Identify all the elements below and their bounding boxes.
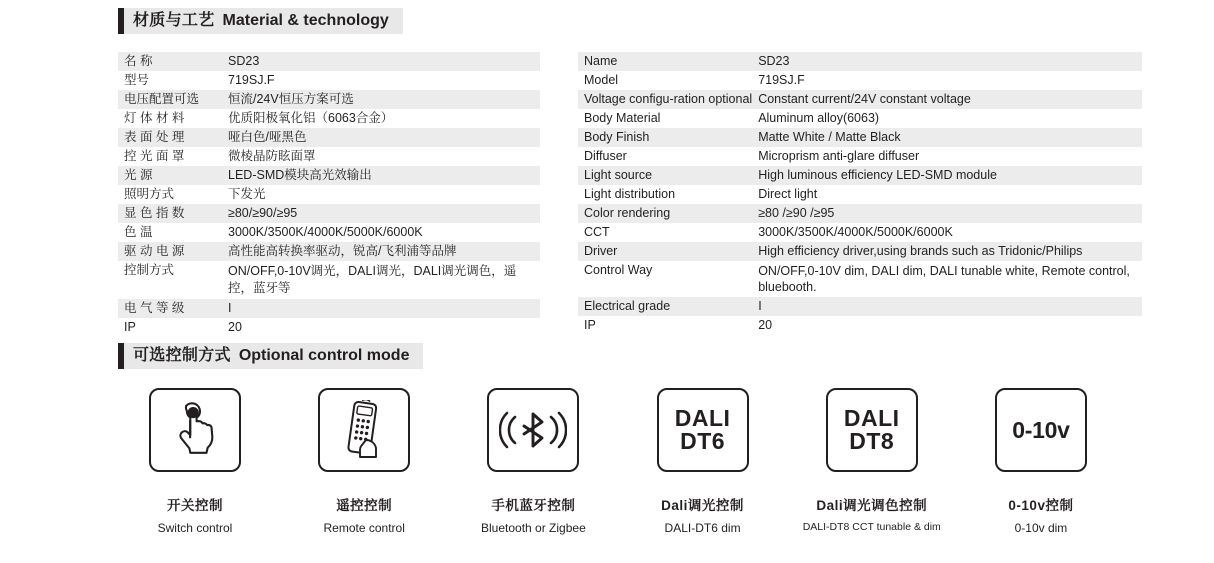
- spec-label: 驱 动 电 源: [118, 242, 222, 261]
- dali-dt6-icon: [674, 404, 731, 454]
- spec-table-chinese: [118, 52, 540, 337]
- spec-table-english: [578, 52, 1142, 335]
- table-row: [118, 242, 540, 261]
- spec-value: I: [752, 297, 1142, 316]
- table-row: [118, 90, 540, 109]
- table-row: [118, 166, 540, 185]
- bluetooth-wireless-icon: [499, 410, 567, 450]
- zero-to-ten-volt-icon: 0-10v: [1012, 416, 1070, 443]
- control-mode-item[interactable]: [626, 388, 780, 535]
- table-row: [118, 52, 540, 71]
- spec-value: 哑白色/哑黑色: [222, 128, 540, 147]
- control-mode-label-cn: 手机蓝牙控制: [491, 498, 576, 513]
- spec-label: IP: [124, 320, 136, 334]
- table-row: [578, 71, 1142, 90]
- spec-label: Light distribution: [584, 187, 676, 201]
- table-row: [118, 204, 540, 223]
- spec-value: Matte White / Matte Black: [752, 128, 1142, 147]
- spec-value: 20: [758, 318, 773, 332]
- control-mode-item[interactable]: [964, 388, 1118, 535]
- dali-text-line2: DT8: [849, 428, 895, 454]
- section-header-control-mode: [118, 343, 423, 369]
- table-row: [578, 223, 1142, 242]
- control-mode-label-cn: 0-10v控制: [1008, 498, 1074, 513]
- spec-value: SD23: [222, 52, 540, 71]
- table-row: [578, 316, 1142, 335]
- control-mode-item[interactable]: [456, 388, 610, 535]
- control-mode-label-en: 0-10v dim: [1014, 521, 1068, 535]
- spec-label: 控 光 面 罩: [124, 149, 185, 163]
- spec-value: 下发光: [228, 187, 266, 201]
- spec-label: Electrical grade: [578, 297, 752, 316]
- table-row: [118, 128, 540, 147]
- dali-text-line1: DALI: [674, 404, 731, 431]
- table-row: [118, 223, 540, 242]
- spec-value: 高性能高转换率驱动，锐高/飞利浦等品牌: [222, 242, 540, 261]
- spec-value: Direct light: [758, 187, 818, 201]
- control-mode-label-cn: 遥控控制: [336, 498, 393, 513]
- table-row: [578, 242, 1142, 261]
- spec-label: 色 温: [124, 225, 153, 239]
- dali-text-line2: DT6: [680, 428, 726, 454]
- spec-value: 3000K/3500K/4000K/5000K/6000K: [758, 225, 953, 239]
- hand-press-icon: [172, 402, 218, 458]
- spec-label: Voltage configu-ration optional: [578, 90, 752, 109]
- control-mode-label-en: Bluetooth or Zigbee: [481, 521, 586, 535]
- table-row: [118, 71, 540, 90]
- spec-label: 照明方式: [124, 187, 175, 201]
- dali-text-line1: DALI: [843, 404, 900, 431]
- spec-value: 3000K/3500K/4000K/5000K/6000K: [228, 225, 423, 239]
- header-accent-bar: [118, 8, 124, 34]
- spec-value: Aluminum alloy(6063): [758, 111, 880, 125]
- spec-label: Model: [584, 73, 619, 87]
- spec-label: IP: [584, 318, 596, 332]
- spec-value: 微棱晶防眩面罩: [228, 149, 316, 163]
- spec-label: 光 源: [118, 166, 222, 185]
- spec-label: 型号: [124, 73, 150, 87]
- section-title-cn: 可选控制方式: [133, 347, 231, 364]
- table-row: [578, 297, 1142, 316]
- spec-value: ON/OFF,0-10V调光，DALI调光，DALI调光调色，遥控，蓝牙等: [228, 264, 517, 295]
- spec-label: CCT: [584, 225, 610, 239]
- spec-label: 电压配置可选: [118, 90, 222, 109]
- icon-box: [995, 388, 1087, 472]
- spec-value: SD23: [752, 52, 1142, 71]
- control-mode-item[interactable]: [287, 388, 441, 535]
- icon-box: [318, 388, 410, 472]
- spec-value: 719SJ.F: [758, 73, 805, 87]
- spec-value: 719SJ.F: [228, 73, 275, 87]
- table-row: [578, 261, 1142, 297]
- table-row: [578, 185, 1142, 204]
- table-row: [578, 147, 1142, 166]
- spec-value: 20: [228, 320, 242, 334]
- control-mode-label-en: Remote control: [323, 521, 405, 535]
- spec-label: Control Way: [584, 263, 653, 277]
- spec-label: 控制方式: [124, 263, 175, 277]
- table-row: [118, 109, 540, 128]
- control-mode-label-en: Switch control: [157, 521, 233, 535]
- table-row: [578, 166, 1142, 185]
- control-mode-item[interactable]: [118, 388, 272, 535]
- spec-value: ≥80 /≥90 /≥95: [752, 204, 1142, 223]
- spec-value: Microprism anti-glare diffuser: [758, 149, 920, 163]
- spec-value: ON/OFF,0-10V dim, DALI dim, DALI tunable white, Remote control, bluebooth.: [758, 264, 1130, 294]
- spec-label: Color rendering: [578, 204, 752, 223]
- table-row: [118, 299, 540, 318]
- spec-label: Diffuser: [584, 149, 627, 163]
- table-row: [578, 90, 1142, 109]
- table-row: [578, 52, 1142, 71]
- spec-label: 显 色 指 数: [118, 204, 222, 223]
- table-row: [118, 185, 540, 204]
- table-row: [118, 261, 540, 299]
- section-title-en: Optional control mode: [238, 347, 410, 364]
- remote-controller-icon: [339, 400, 389, 460]
- table-row: [578, 109, 1142, 128]
- spec-value: LED-SMD模块高光效输出: [222, 166, 540, 185]
- control-mode-list: [118, 388, 1118, 535]
- icon-box: [149, 388, 241, 472]
- section-title-en: Material & technology: [222, 12, 389, 29]
- table-row: [118, 318, 540, 337]
- spec-value: High luminous efficiency LED-SMD module: [752, 166, 1142, 185]
- spec-label: 电 气 等 级: [118, 299, 222, 318]
- icon-box: [657, 388, 749, 472]
- spec-value: I: [222, 299, 540, 318]
- spec-label: 表 面 处 理: [118, 128, 222, 147]
- section-header-material: [118, 8, 403, 34]
- spec-label: Body Material: [584, 111, 661, 125]
- spec-value: 恒流/24V恒压方案可选: [222, 90, 540, 109]
- table-row: [578, 128, 1142, 147]
- icon-box: [826, 388, 918, 472]
- dali-dt8-icon: [843, 404, 900, 454]
- table-row: [578, 204, 1142, 223]
- control-mode-label-cn: Dali调光控制: [661, 498, 744, 513]
- section-title-cn: 材质与工艺: [133, 12, 215, 29]
- icon-box: [487, 388, 579, 472]
- spec-value: High efficiency driver,using brands such as Tridonic/Philips: [752, 242, 1142, 261]
- spec-label: Name: [578, 52, 752, 71]
- control-mode-label-cn: 开关控制: [167, 498, 223, 513]
- spec-label: 名 称: [118, 52, 222, 71]
- control-mode-label-en: DALI-DT6 dim: [664, 521, 741, 535]
- header-accent-bar: [118, 343, 124, 369]
- control-mode-label-en: DALI-DT8 CCT tunable & dim: [802, 521, 941, 533]
- spec-label: Light source: [578, 166, 752, 185]
- table-row: [118, 147, 540, 166]
- spec-value: Constant current/24V constant voltage: [752, 90, 1142, 109]
- control-mode-label-cn: Dali调光调色控制: [816, 498, 928, 513]
- spec-value: 优质阳极氧化铝（6063合金）: [228, 111, 394, 125]
- spec-value: ≥80/≥90/≥95: [222, 204, 540, 223]
- spec-label: Body Finish: [578, 128, 752, 147]
- control-mode-item[interactable]: [795, 388, 949, 535]
- spec-label: Driver: [578, 242, 752, 261]
- spec-label: 灯 体 材 料: [124, 111, 185, 125]
